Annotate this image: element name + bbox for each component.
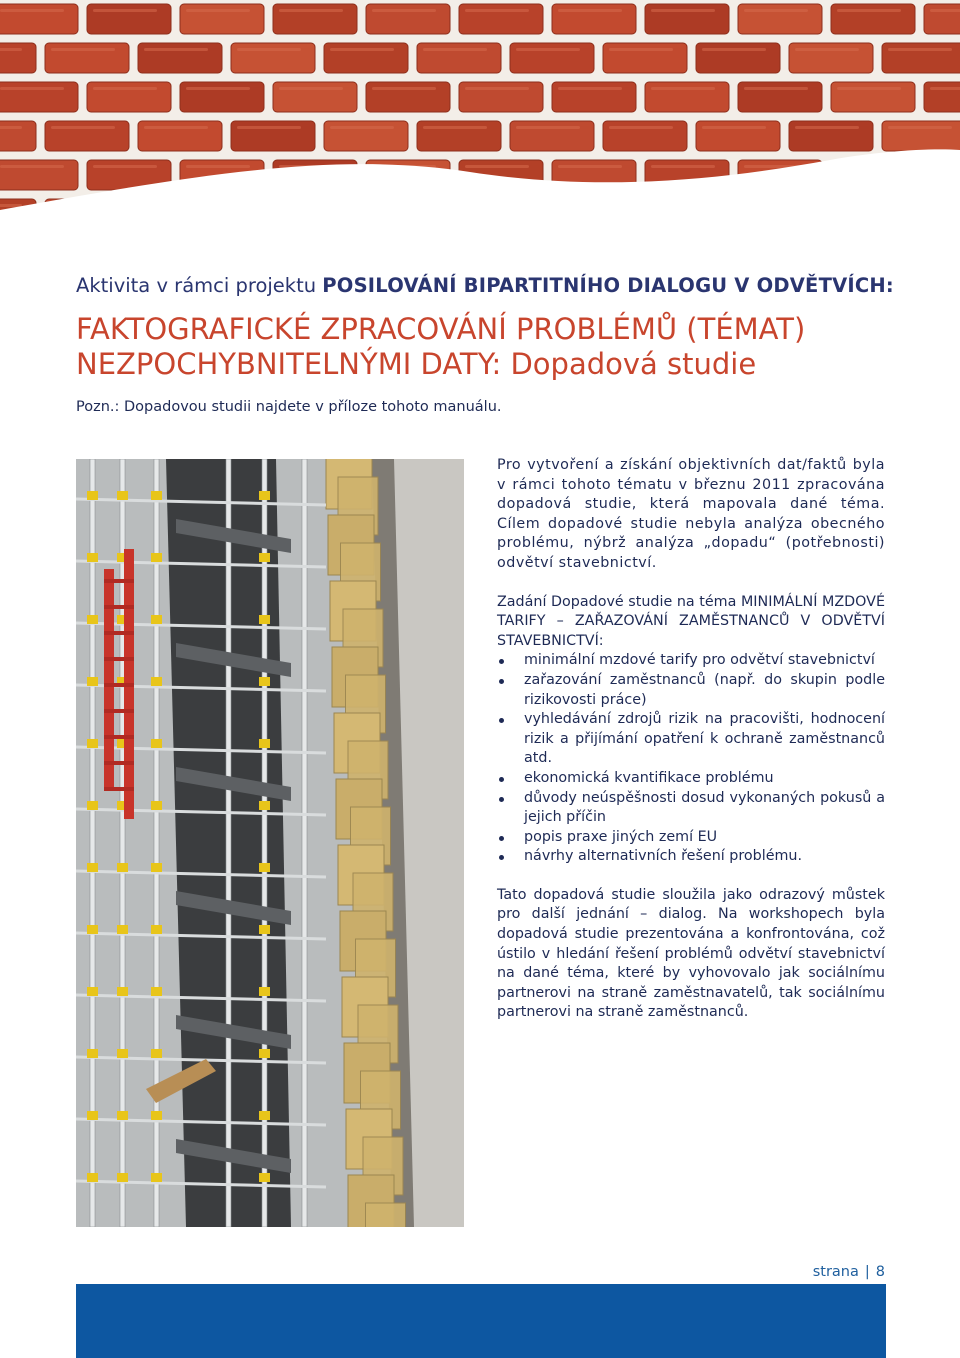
- scaffolding-photo: [76, 459, 464, 1227]
- task-bullet-list: [497, 651, 885, 867]
- list-item: vyhledávání zdrojů rizik na pracovišti, hodnocení rizik a přijímání opatření k ochraně zaměstnanců atd.: [497, 710, 885, 769]
- body-column: [497, 456, 885, 1042]
- list-item: popis praxe jiných zemí EU: [497, 828, 885, 848]
- title-line-1: FAKTOGRAFICKÉ ZPRACOVÁNÍ PROBLÉMŮ (TÉMAT): [76, 312, 806, 346]
- page-number-label: [700, 1264, 885, 1280]
- project-kicker: [76, 274, 916, 297]
- closing-paragraph: Tato dopadová studie sloužila jako odrazový můstek pro další jednání – dialog. Na workshopech byla dopadová studie prezentována a konfrontována, což ústilo v hledání řešení problémů odvětví stavebnictví na dané téma, které by vyhovovalo jak sociálnímu partnerovi na straně zaměstnavatelů, tak sociálnímu partnerovi na straně zaměstnanců.: [497, 886, 885, 1021]
- footer-bar: [76, 1284, 886, 1358]
- intro-paragraph: Pro vytvoření a získání objektivních dat/faktů byla v rámci tohoto tématu v březnu 2011 zpracována dopadová studie, která mapovala dané téma. Cílem dopadové studie nebyla analýza obecného problému, nýbrž analýza „dopadu“ (potřebnosti) odvětví stavebnictví.: [497, 457, 885, 571]
- kicker-project-name: POSILOVÁNÍ BIPARTITNÍHO DIALOGU V ODVĚTVÍCH:: [322, 274, 894, 297]
- list-item: návrhy alternativních řešení problému.: [497, 847, 885, 867]
- brick-wall-header: [0, 0, 960, 225]
- list-item: důvody neúspěšnosti dosud vykonaných pokusů a jejich příčin: [497, 789, 885, 828]
- task-intro-paragraph: Zadání Dopadové studie na téma MINIMÁLNÍ MZDOVÉ TARIFY – ZAŘAZOVÁNÍ ZAMĚSTNANCŮ V ODVĚTVÍ STAVEBNICTVÍ:: [497, 593, 885, 649]
- list-item: ekonomická kvantifikace problému: [497, 769, 885, 789]
- list-item: zařazování zaměstnanců (např. do skupin podle rizikovosti práce): [497, 671, 885, 710]
- page-title: [76, 312, 916, 382]
- page-number: 8: [875, 1264, 885, 1280]
- page-separator: |: [864, 1264, 870, 1280]
- title-line-2: NEZPOCHYBNITELNÝMI DATY: Dopadová studie: [76, 347, 757, 381]
- list-item: minimální mzdové tarify pro odvětví stavebnictví: [497, 651, 885, 671]
- appendix-note: Pozn.: Dopadovou studii najdete v příloze tohoto manuálu.: [76, 399, 502, 415]
- page-word: strana: [812, 1264, 859, 1280]
- kicker-prefix: Aktivita v rámci projektu: [76, 274, 317, 297]
